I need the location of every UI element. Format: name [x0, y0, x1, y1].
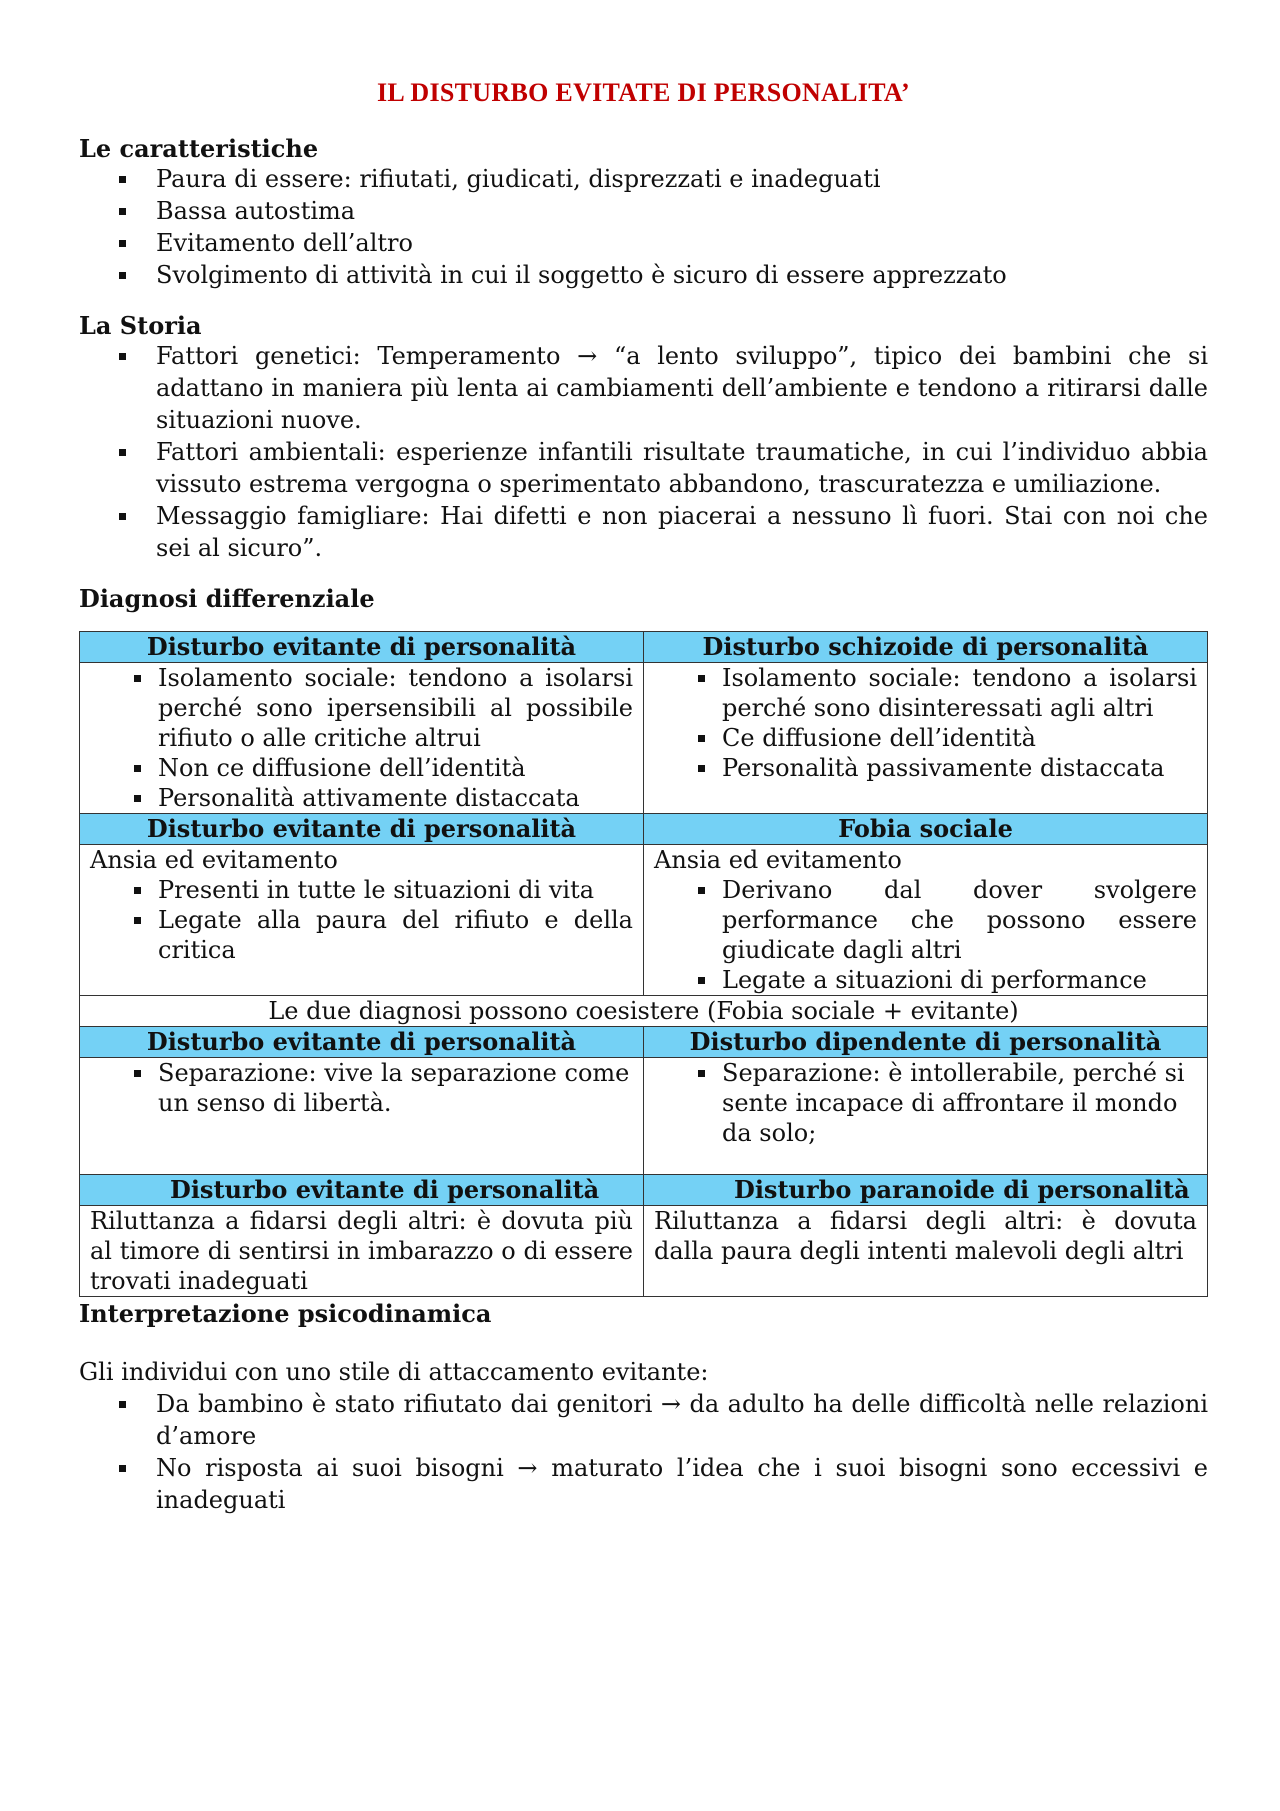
table-list-item: Personalità attivamente distaccata: [90, 783, 633, 813]
table-cell: [80, 845, 644, 996]
heading-diagnosi: Diagnosi differenziale: [79, 584, 375, 613]
table-header-cell: Fobia sociale: [644, 814, 1208, 845]
table-list-item: Derivano dal dover svolgere performance che possono essere giudicate dagli altri: [654, 875, 1197, 965]
table-cell: [644, 1058, 1208, 1175]
heading-storia: La Storia: [79, 311, 202, 340]
table-header-cell: Disturbo evitante di personalità: [80, 1175, 644, 1206]
list-item: No risposta ai suoi bisogni → maturato l’idea che i suoi bisogni sono eccessivi e inadeguati: [79, 1452, 1208, 1516]
table-cell: Riluttanza a fidarsi degli altri: è dovuta dalla paura degli intenti malevoli degli altri: [644, 1206, 1208, 1297]
diagnosi-table: [79, 631, 1208, 1297]
table-cell: [644, 663, 1208, 814]
table-list-item: Non ce diffusione dell’identità: [90, 753, 633, 783]
interpretazione-intro: Gli individui con uno stile di attaccamento evitante:: [79, 1358, 709, 1386]
list-storia: [79, 340, 1208, 564]
list-item: Evitamento dell’altro: [79, 227, 1208, 259]
table-list-item: Ce diffusione dell’identità: [654, 723, 1197, 753]
list-item: Fattori ambientali: esperienze infantili risultate traumatiche, in cui l’individuo abbia vissuto estrema vergogna o sperimentato abbandono, trascuratezza e umiliazione.: [79, 436, 1208, 500]
table-header-cell: Disturbo evitante di personalità: [80, 814, 644, 845]
table-list-item: Separazione: è intollerabile, perché si sente incapace di affrontare il mondo da solo;: [654, 1058, 1197, 1148]
list-item: Bassa autostima: [79, 195, 1208, 227]
table-cell: [80, 663, 644, 814]
table-header-cell: Disturbo dipendente di personalità: [644, 1027, 1208, 1058]
table-note-cell: Le due diagnosi possono coesistere (Fobia sociale + evitante): [80, 996, 1208, 1027]
table-list-item: Isolamento sociale: tendono a isolarsi perché sono ipersensibili al possibile rifiuto o alle critiche altrui: [90, 663, 633, 753]
list-item: Paura di essere: rifiutati, giudicati, disprezzati e inadeguati: [79, 163, 1208, 195]
table-header-cell: Disturbo evitante di personalità: [80, 1027, 644, 1058]
table-list-item: Separazione: vive la separazione come un senso di libertà.: [90, 1058, 633, 1118]
cell-intro: Ansia ed evitamento: [90, 846, 338, 874]
list-caratteristiche: [79, 163, 1208, 291]
list-item: Da bambino è stato rifiutato dai genitori → da adulto ha delle difficoltà nelle relazioni d’amore: [79, 1388, 1208, 1452]
table-cell: [80, 1058, 644, 1175]
table-list-item: Personalità passivamente distaccata: [654, 753, 1197, 783]
list-item: Fattori genetici: Temperamento → “a lento sviluppo”, tipico dei bambini che si adattano in maniera più lenta ai cambiamenti dell’ambiente e tendono a ritirarsi dalle situazioni nuove.: [79, 340, 1208, 436]
list-item: Messaggio famigliare: Hai difetti e non piacerai a nessuno lì fuori. Stai con noi che sei al sicuro”.: [79, 500, 1208, 564]
table-list-item: Presenti in tutte le situazioni di vita: [90, 875, 633, 905]
table-header-cell: Disturbo evitante di personalità: [80, 632, 644, 663]
document-title: IL DISTURBO EVITATE DI PERSONALITA’: [376, 78, 911, 107]
table-cell: [644, 845, 1208, 996]
cell-intro: Ansia ed evitamento: [654, 846, 902, 874]
table-header-cell: Disturbo paranoide di personalità: [644, 1175, 1208, 1206]
heading-interpretazione: Interpretazione psicodinamica: [79, 1299, 492, 1328]
table-header-cell: Disturbo schizoide di personalità: [644, 632, 1208, 663]
table-list-item: Legate a situazioni di performance: [654, 965, 1197, 995]
list-item: Svolgimento di attività in cui il soggetto è sicuro di essere apprezzato: [79, 259, 1208, 291]
table-cell: Riluttanza a fidarsi degli altri: è dovuta più al timore di sentirsi in imbarazzo o di essere trovati inadeguati: [80, 1206, 644, 1297]
table-list-item: Legate alla paura del rifiuto e della critica: [90, 905, 633, 965]
table-list-item: Isolamento sociale: tendono a isolarsi perché sono disinteressati agli altri: [654, 663, 1197, 723]
list-interpretazione: [79, 1388, 1208, 1516]
document-page: [79, 0, 1208, 1516]
heading-caratteristiche: Le caratteristiche: [79, 134, 319, 163]
